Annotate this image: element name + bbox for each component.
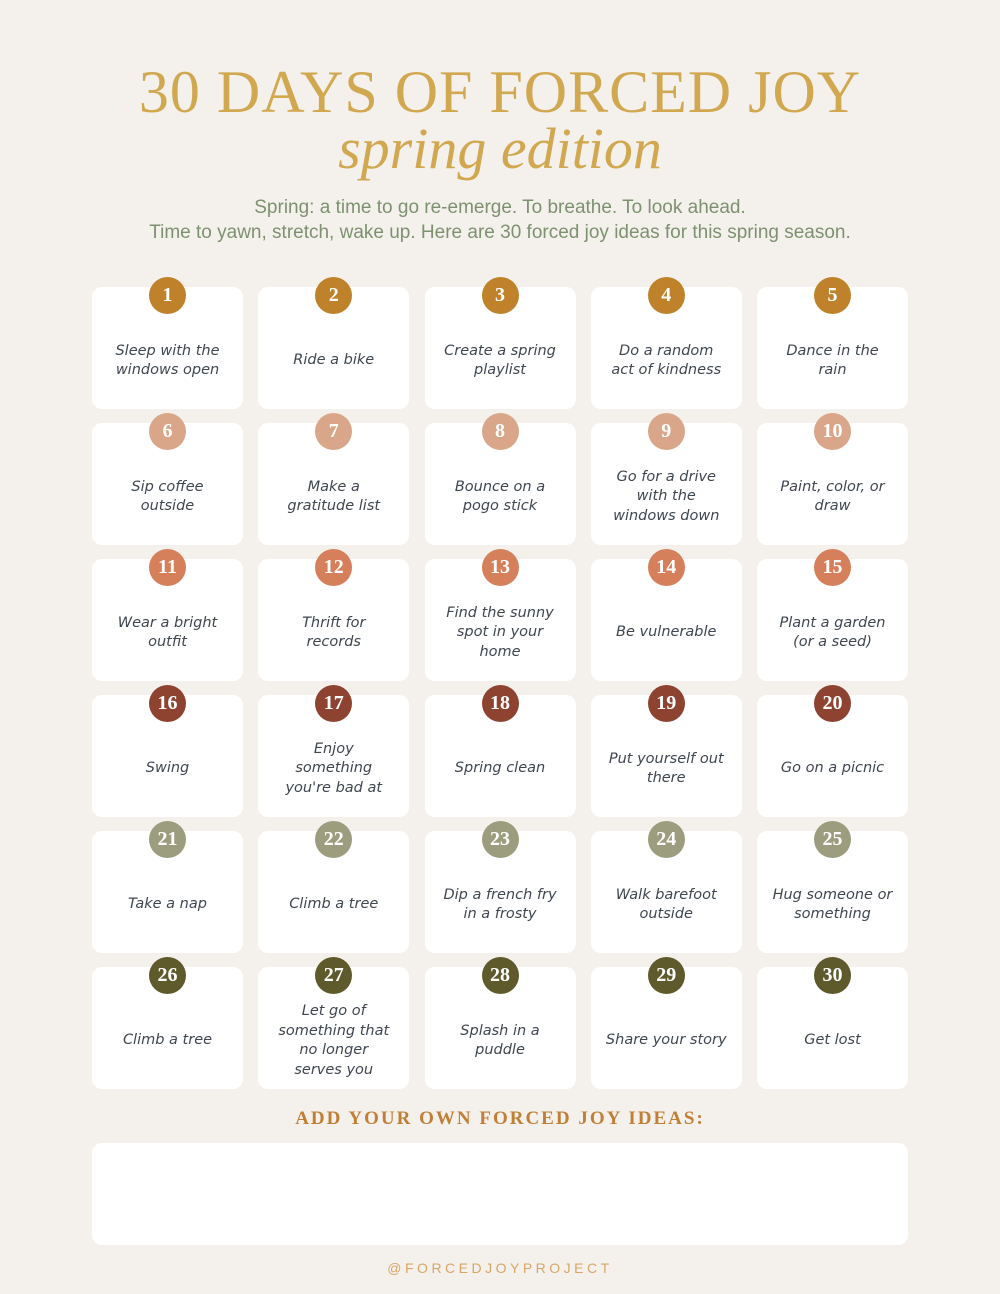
day-card-9 (591, 420, 742, 545)
day-number-badge: 9 (648, 413, 685, 450)
day-idea (435, 997, 566, 1085)
day-idea-line: in a frosty (463, 906, 537, 922)
day-idea-line: home (479, 643, 521, 660)
day-idea-line: Dip a french fry (443, 886, 557, 903)
day-card-27 (258, 964, 409, 1089)
day-card-19 (591, 692, 742, 817)
day-idea (268, 589, 399, 677)
day-number-badge: 26 (149, 957, 186, 994)
day-card-16 (92, 692, 243, 817)
day-card-23 (425, 828, 576, 953)
day-idea-line: spot in your (456, 624, 544, 641)
day-idea-line: Climb a tree (289, 896, 379, 913)
day-idea (767, 725, 898, 813)
day-idea-line: Sleep with the (115, 342, 220, 359)
day-idea-line: Let go of (301, 1003, 366, 1019)
day-number-badge: 7 (315, 413, 352, 450)
day-idea-line: Do a random (619, 342, 714, 359)
day-idea (102, 725, 233, 813)
day-number-badge: 6 (149, 413, 186, 450)
day-card-26 (92, 964, 243, 1089)
add-ideas-box[interactable] (92, 1143, 908, 1245)
day-idea-line: Ride a bike (293, 352, 375, 369)
day-idea (102, 453, 233, 541)
day-idea-line: windows down (613, 507, 720, 524)
day-idea-line: Spring clean (454, 760, 546, 777)
day-idea-line: Sip coffee (131, 478, 204, 495)
day-number-badge: 27 (315, 957, 352, 994)
day-idea (102, 861, 233, 949)
day-idea-line: Paint, color, or (780, 478, 885, 495)
day-number-badge: 13 (482, 549, 519, 586)
day-idea (601, 317, 732, 405)
day-idea-line: Take a nap (128, 896, 207, 913)
day-idea-line: Go on a picnic (780, 760, 885, 777)
day-card-12 (258, 556, 409, 681)
day-card-4 (591, 284, 742, 409)
page-subtitle: spring edition (338, 116, 662, 181)
day-idea (435, 453, 566, 541)
day-idea-line: you're bad at (285, 779, 383, 796)
day-number-badge: 28 (482, 957, 519, 994)
day-card-11 (92, 556, 243, 681)
day-idea-line: with the (636, 488, 696, 505)
day-idea-line: Create a spring (444, 342, 556, 359)
day-idea (767, 997, 898, 1085)
day-idea-line: no longer (299, 1042, 369, 1058)
intro-text (0, 195, 1000, 245)
day-idea (435, 589, 566, 677)
day-idea (268, 317, 399, 405)
day-idea-line: Find the sunny (446, 604, 554, 621)
day-number-badge: 5 (814, 277, 851, 314)
day-idea (102, 317, 233, 405)
day-idea-line: outside (140, 498, 195, 514)
day-idea-line: serves you (294, 1061, 374, 1078)
day-idea (767, 589, 898, 677)
day-idea-line: windows open (115, 362, 220, 378)
day-idea-line: there (646, 770, 686, 786)
day-idea-line: records (306, 634, 361, 650)
day-number-badge: 20 (814, 685, 851, 722)
day-number-badge: 10 (814, 413, 851, 450)
day-card-10 (757, 420, 908, 545)
day-card-24 (591, 828, 742, 953)
day-number-badge: 19 (648, 685, 685, 722)
day-number-badge: 16 (149, 685, 186, 722)
day-card-3 (425, 284, 576, 409)
day-number-badge: 1 (149, 277, 186, 314)
day-idea (102, 589, 233, 677)
day-number-badge: 30 (814, 957, 851, 994)
day-number-badge: 12 (315, 549, 352, 586)
day-card-21 (92, 828, 243, 953)
day-card-18 (425, 692, 576, 817)
day-idea-line: Go for a drive (616, 468, 716, 485)
day-idea-line: draw (814, 498, 851, 514)
day-card-8 (425, 420, 576, 545)
day-idea (268, 725, 399, 813)
day-number-badge: 14 (648, 549, 685, 586)
day-idea-line: puddle (475, 1042, 525, 1058)
day-idea (767, 453, 898, 541)
day-idea-line: outside (639, 906, 693, 922)
day-idea (435, 317, 566, 405)
day-idea-line: Share your story (605, 1032, 727, 1049)
day-idea (601, 861, 732, 949)
day-idea (268, 861, 399, 949)
day-idea-line: Get lost (804, 1032, 861, 1049)
day-card-2 (258, 284, 409, 409)
day-number-badge: 24 (648, 821, 685, 858)
day-number-badge: 21 (149, 821, 186, 858)
day-idea-line: Plant a garden (779, 614, 886, 631)
day-idea (268, 997, 399, 1085)
day-idea (601, 589, 732, 677)
day-idea-line: Walk barefoot (615, 886, 717, 903)
day-idea-line: Put yourself out (608, 750, 724, 767)
day-idea-line: Thrift for (302, 614, 366, 631)
day-idea-line: Wear a bright (117, 614, 218, 631)
day-number-badge: 3 (482, 277, 519, 314)
day-idea-line: pogo stick (462, 498, 538, 514)
day-idea (767, 861, 898, 949)
day-idea-line: something (295, 760, 373, 777)
day-idea (767, 317, 898, 405)
day-card-15 (757, 556, 908, 681)
day-idea-line: Dance in the (786, 342, 879, 359)
day-card-17 (258, 692, 409, 817)
day-number-badge: 15 (814, 549, 851, 586)
day-idea-line: playlist (474, 362, 526, 378)
intro-line: Time to yawn, stretch, wake up. Here are 30 forced joy ideas for this spring season. (149, 222, 851, 243)
day-number-badge: 22 (315, 821, 352, 858)
day-card-6 (92, 420, 243, 545)
day-idea (601, 997, 732, 1085)
day-number-badge: 17 (315, 685, 352, 722)
day-idea (601, 725, 732, 813)
day-card-20 (757, 692, 908, 817)
day-idea (601, 453, 732, 541)
day-idea-line: Bounce on a (454, 478, 546, 495)
day-card-14 (591, 556, 742, 681)
day-idea-line: something that (278, 1022, 390, 1039)
day-idea (268, 453, 399, 541)
day-number-badge: 2 (315, 277, 352, 314)
day-number-badge: 29 (648, 957, 685, 994)
day-idea-line: gratitude list (287, 498, 381, 514)
day-number-badge: 18 (482, 685, 519, 722)
day-idea-line: Make a (307, 478, 360, 495)
day-card-7 (258, 420, 409, 545)
page-title: 30 DAYS OF FORCED JOY (138, 59, 862, 125)
days-grid (92, 284, 908, 1089)
day-idea-line: outfit (148, 634, 187, 650)
day-card-13 (425, 556, 576, 681)
day-idea-line: Climb a tree (122, 1032, 213, 1049)
day-idea-line: (or a seed) (793, 634, 872, 650)
day-idea (435, 861, 566, 949)
day-card-30 (757, 964, 908, 1089)
day-idea (102, 997, 233, 1085)
day-idea-line: rain (818, 362, 847, 378)
day-card-22 (258, 828, 409, 953)
day-number-badge: 25 (814, 821, 851, 858)
footer-handle: @FORCEDJOYPROJECT (387, 1260, 613, 1276)
day-idea-line: Be vulnerable (616, 624, 717, 641)
day-number-badge: 23 (482, 821, 519, 858)
day-card-1 (92, 284, 243, 409)
day-idea-line: something (794, 906, 871, 922)
day-number-badge: 11 (149, 549, 186, 586)
day-card-28 (425, 964, 576, 1089)
day-idea-line: Splash in a (460, 1022, 540, 1039)
day-idea-line: Swing (145, 760, 190, 777)
day-card-5 (757, 284, 908, 409)
day-idea-line: act of kindness (611, 362, 722, 378)
day-idea (435, 725, 566, 813)
day-number-badge: 4 (648, 277, 685, 314)
day-number-badge: 8 (482, 413, 519, 450)
day-card-29 (591, 964, 742, 1089)
day-idea-line: Hug someone or (772, 886, 893, 903)
day-card-25 (757, 828, 908, 953)
add-ideas-heading: ADD YOUR OWN FORCED JOY IDEAS: (295, 1108, 705, 1129)
day-idea-line: Enjoy (313, 740, 354, 757)
intro-line: Spring: a time to go re-emerge. To breathe. To look ahead. (254, 197, 746, 218)
